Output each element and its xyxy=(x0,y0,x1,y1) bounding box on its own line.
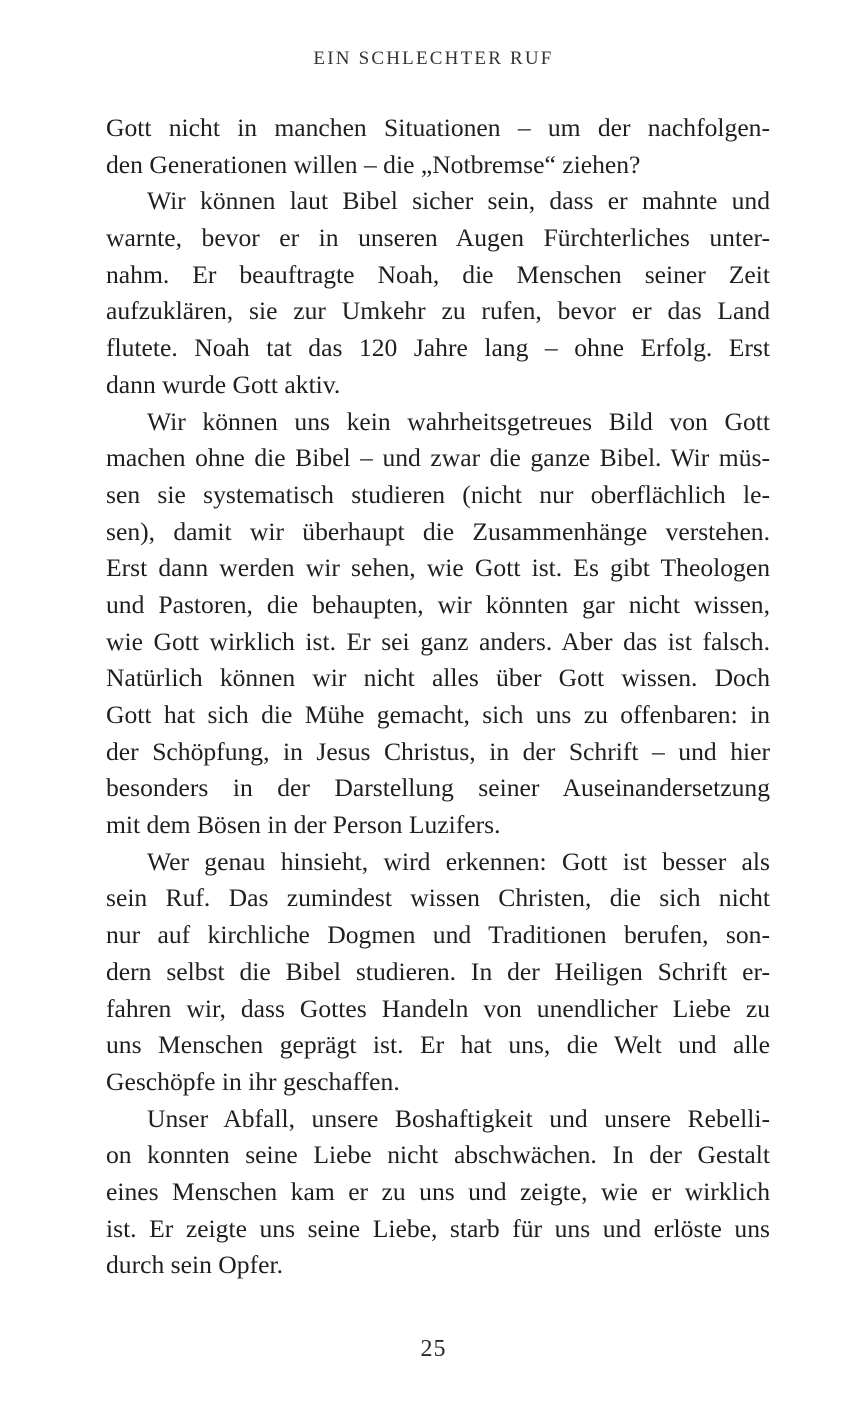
text-line: nahm. Er beauftragte Noah, die Menschen seiner Zeit xyxy=(106,259,770,289)
text-line: der Schöpfung, in Jesus Christus, in der Schrift – und hier xyxy=(106,736,770,766)
text-line: Natürlich können wir nicht alles über Gott wissen. Doch xyxy=(106,663,770,693)
text-line: nur auf kirchliche Dogmen und Traditionen berufen, son- xyxy=(106,920,770,950)
paragraph xyxy=(106,1101,770,1284)
text-line: eines Menschen kam er zu uns und zeigte, wie er wirklich xyxy=(106,1176,770,1206)
running-head: EIN SCHLECHTER RUF xyxy=(313,48,554,69)
text-line: flutete. Noah tat das 120 Jahre lang – ohne Erfolg. Erst xyxy=(106,333,770,363)
text-line: durch sein Opfer. xyxy=(106,1250,283,1280)
text-line: aufzuklären, sie zur Umkehr zu rufen, bevor er das Land xyxy=(106,296,770,326)
text-line: Erst dann werden wir sehen, wie Gott ist. Es gibt Theologen xyxy=(106,553,770,583)
text-line: mit dem Bösen in der Person Luzifers. xyxy=(106,810,501,840)
text-line: Geschöpfe in ihr geschaffen. xyxy=(106,1066,400,1096)
text-line: Wir können uns kein wahrheitsgetreues Bild von Gott xyxy=(147,406,770,436)
text-line: uns Menschen geprägt ist. Er hat uns, die Welt und alle xyxy=(106,1030,770,1060)
paragraph xyxy=(106,404,770,844)
text-line: den Generationen willen – die „Notbremse“ ziehen? xyxy=(106,149,641,179)
text-line: Wer genau hinsieht, wird erkennen: Gott ist besser als xyxy=(147,846,770,876)
text-line: sen), damit wir überhaupt die Zusammenhänge verstehen. xyxy=(106,516,770,546)
text-line: warnte, bevor er in unseren Augen Fürchterliches unter- xyxy=(106,223,770,253)
text-line: wie Gott wirklich ist. Er sei ganz anders. Aber das ist falsch. xyxy=(106,626,770,656)
text-line: dann wurde Gott aktiv. xyxy=(106,369,341,399)
text-line: Unser Abfall, unsere Boshaftigkeit und unsere Rebelli- xyxy=(147,1103,770,1133)
paragraph xyxy=(106,110,770,183)
text-line: Gott hat sich die Mühe gemacht, sich uns zu offenbaren: in xyxy=(106,700,770,729)
text-line: Gott nicht in manchen Situationen – um der nachfolgen- xyxy=(106,113,770,142)
text-line: besonders in der Darstellung seiner Auseinandersetzung xyxy=(106,773,770,803)
text-line: sen sie systematisch studieren (nicht nur oberflächlich le- xyxy=(106,479,770,509)
paragraph xyxy=(106,844,770,1101)
text-line: on konnten seine Liebe nicht abschwächen. In der Gestalt xyxy=(106,1140,770,1170)
page-number: 25 xyxy=(420,1336,447,1362)
text-line: und Pastoren, die behaupten, wir könnten gar nicht wissen, xyxy=(106,589,770,619)
paragraph xyxy=(106,183,770,403)
body-text xyxy=(106,110,770,1284)
text-line: ist. Er zeigte uns seine Liebe, starb für uns und erlöste uns xyxy=(106,1213,770,1243)
text-line: fahren wir, dass Gottes Handeln von unendlicher Liebe zu xyxy=(106,993,770,1023)
text-line: dern selbst die Bibel studieren. In der Heiligen Schrift er- xyxy=(106,956,770,986)
text-line: sein Ruf. Das zumindest wissen Christen, die sich nicht xyxy=(106,883,770,913)
text-line: Wir können laut Bibel sicher sein, dass er mahnte und xyxy=(147,186,770,216)
text-line: machen ohne die Bibel – und zwar die ganze Bibel. Wir müs- xyxy=(106,443,770,473)
